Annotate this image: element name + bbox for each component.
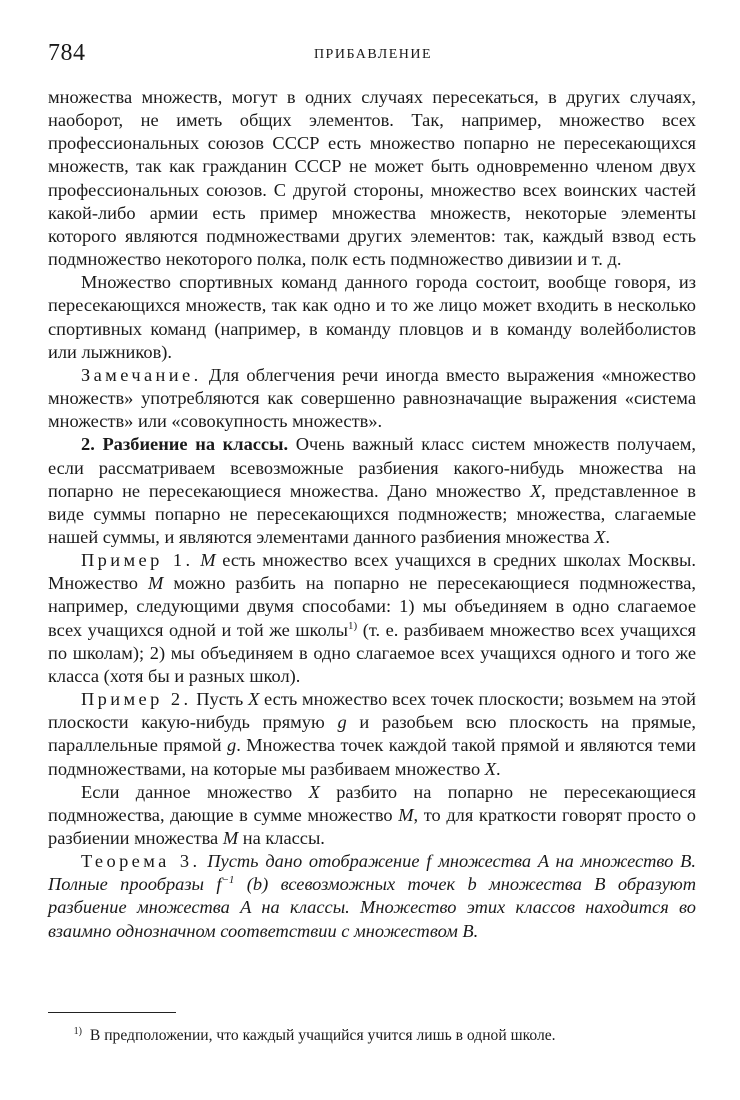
footnote-reference[interactable]: 1) (348, 619, 358, 632)
section-heading: 2. Разбиение на классы. (81, 434, 289, 455)
math-var-x: X (594, 526, 606, 547)
footnote-mark (48, 1026, 86, 1046)
math-var-x: X (308, 781, 320, 802)
paragraph-7 (48, 781, 696, 850)
page-header (48, 40, 698, 70)
section-text-c: . (605, 526, 611, 547)
example-2-text-d: . Множества точек каждой такой прямой и являются теми подмножествами, на которые мы разбиваем множество (48, 735, 696, 779)
example-1-text-c: (т. е. разбиваем множество всех учащихся по школам); 2) мы объединяем в одно слагаемое всех учащихся одного и того же класса (хотя бы и разных школ). (48, 619, 696, 686)
footnote-text: В предположении, что каждый учащийся учится лишь в одной школе. (86, 1027, 556, 1044)
footnote-divider (48, 1012, 176, 1013)
theorem-text-a: Пусть дано отображение f множества A на множество B. Полные прообразы f (48, 851, 696, 895)
example-1-label: Пример 1. (81, 550, 194, 571)
theorem-text-b: (b) всевозможных точек b множества B образуют разбиение множества A на классы. Множество этих классов находится во взаимно однозначном соответствии с множеством B. (48, 874, 696, 941)
section-text-b: , представленное в виде суммы попарно не пересекающихся подмножеств; множества, слагаемые нашей суммы, и являются элементами данного разбиения множества (48, 480, 696, 547)
paragraph-1-text: множества множеств, могут в одних случаях пересекаться, в других случаях, наоборот, не иметь общих элементов. Так, например, множество всех профессиональных союзов СССР есть множество попарно не пересекающихся множеств, так как гражданин СССР не может быть одновременно членом двух профессиональных союзов. С другой стороны, множество всех воинских частей какой-либо армии есть пример множества множеств, некоторые элементы которого являются подмножествами других элементов: так, каждый взвод есть подмножество некоторого полка, полк есть подмножество дивизии и т. д. (48, 87, 696, 270)
example-1-paragraph (48, 549, 696, 688)
example-1-text-b: можно разбить на попарно не пересекающиеся подмножества, например, следующими двумя способами: 1) мы объединяем в одно слагаемое всех учащихся одной и той же школы (48, 573, 696, 640)
example-2-text-c: и разобьем всю плоскость на прямые, параллельные прямой (48, 712, 696, 756)
math-var-x: X (248, 689, 260, 710)
footnote (48, 1026, 696, 1046)
paragraph-2 (48, 271, 696, 364)
math-var-m: M (398, 804, 414, 825)
math-var-g: g (227, 735, 237, 756)
example-2-paragraph (48, 688, 696, 781)
paragraph-7-text-a: Если данное множество (81, 781, 309, 802)
paragraph-2-text: Множество спортивных команд данного города состоит, вообще говоря, из пересекающихся множеств, так как одно и то же лицо может входить в несколько спортивных команд (например, в команду пловцов и в команду волейболистов или лыжников). (48, 272, 696, 362)
example-2-text-b: есть множество всех точек плоскости; возьмем на этой плоскости какую-нибудь прямую (48, 689, 696, 733)
math-var-x: X (484, 758, 497, 779)
page-body (48, 86, 696, 943)
remark-label: Замечание. (81, 364, 202, 385)
running-title: ПРИБАВЛЕНИЕ (313, 47, 433, 62)
inverse-superscript: −1 (221, 874, 235, 887)
paragraph-1 (48, 86, 696, 271)
remark-paragraph (48, 364, 696, 433)
paragraph-7-text-b: разбито на попарно не пересекающиеся подмножества, дающие в сумме множество (48, 781, 696, 825)
remark-text: Для облегчения речи иногда вместо выражения «множество множеств» употребляются как совершенно равнозначащие выражения «система множеств» или «совокупность множеств». (48, 364, 696, 432)
example-2-text-e: . (496, 758, 501, 779)
example-2-label: Пример 2. (81, 689, 192, 710)
paragraph-7-text-c: , то для краткости говорят просто о разбиении множества (48, 804, 696, 848)
math-var-g: g (337, 712, 347, 733)
math-var-m: M (222, 828, 239, 848)
footnote-mark-text: 1) (73, 1026, 82, 1037)
theorem-3-paragraph (48, 850, 696, 943)
math-var-m: M (200, 550, 216, 571)
theorem-label: Теорема 3. (81, 851, 201, 872)
section-2-paragraph (48, 433, 696, 549)
math-var-x: X (529, 480, 542, 501)
math-var-m: M (148, 573, 164, 594)
paragraph-7-text-d: на классы. (238, 828, 325, 848)
page-number: 784 (48, 40, 86, 66)
example-2-text-a: Пусть (191, 689, 249, 710)
section-text-a: Очень важный класс систем множеств получаем, если рассматриваем всевозможные разбиения какого-нибудь множества на попарно не пересекающиеся множества. Дано множество (48, 434, 696, 501)
example-1-text-a: есть множество всех учащихся в средних школах Москвы. Множество (48, 550, 696, 594)
